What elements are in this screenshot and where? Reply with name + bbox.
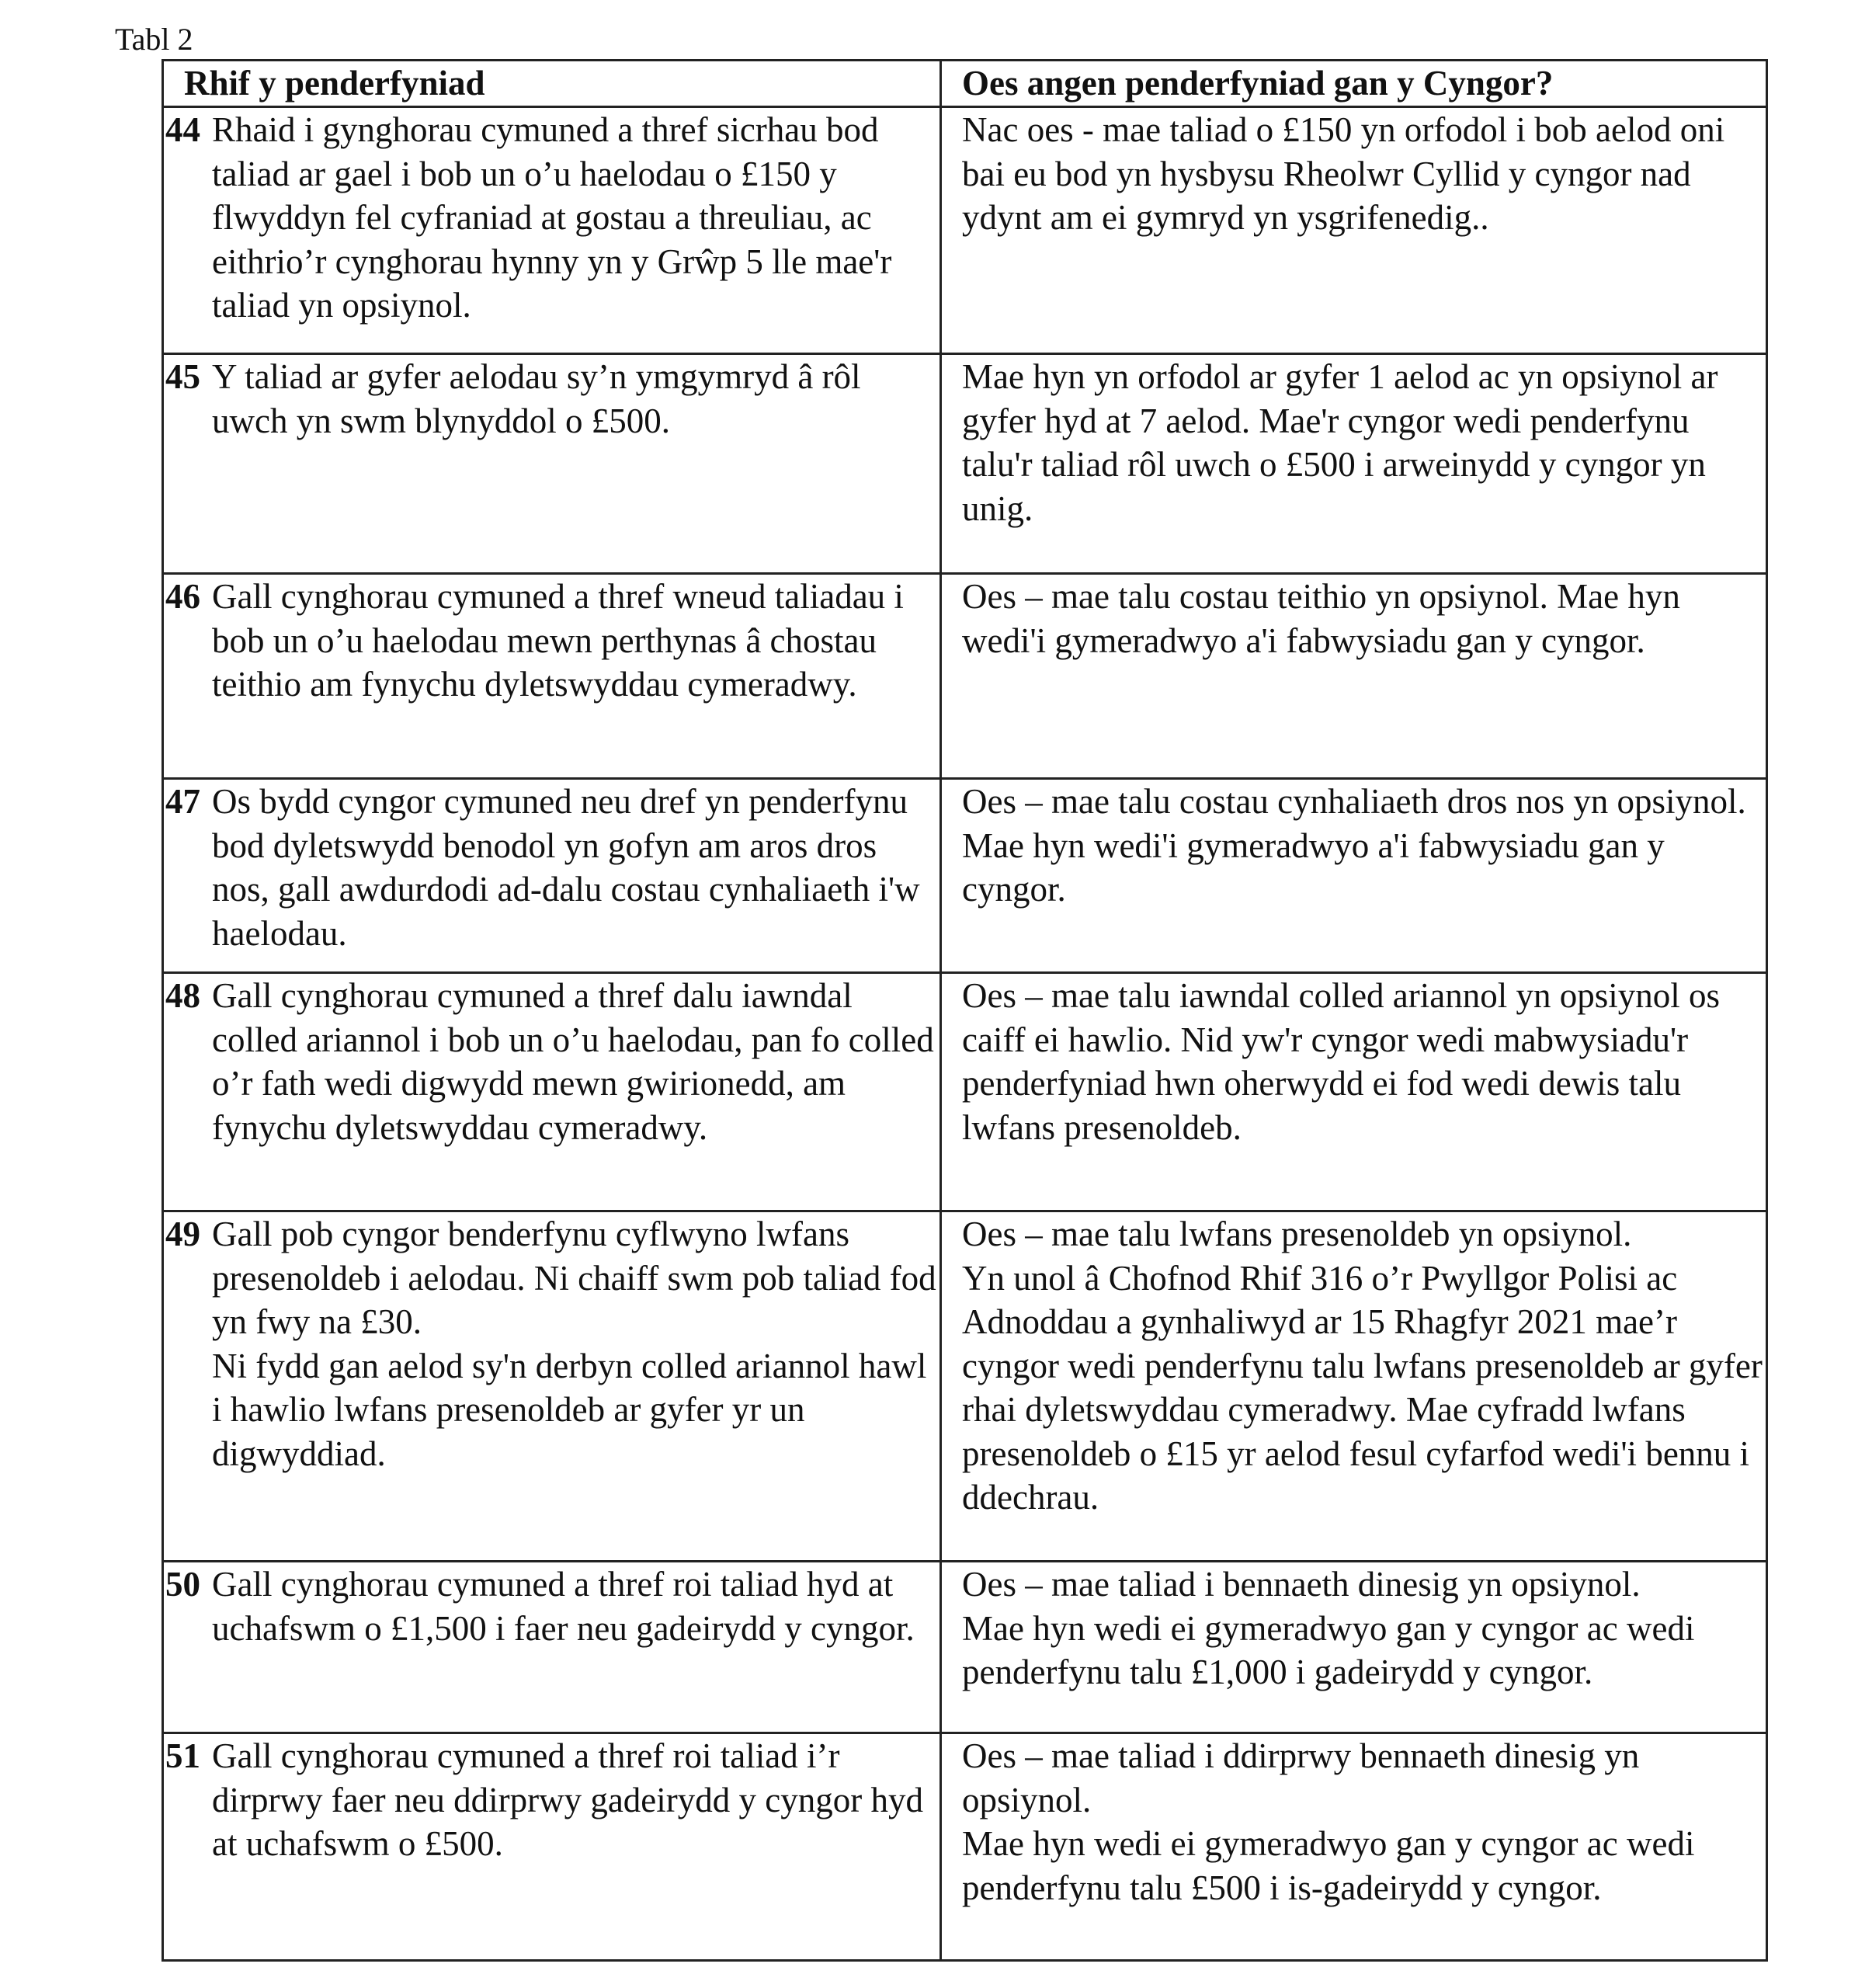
council-decision-cell <box>941 1562 1767 1733</box>
requirement-text: Ni fydd gan aelod sy'n derbyn colled ariannol hawl i hawlio lwfans presenoldeb ar gyfer yr un digwyddiad. <box>212 1346 927 1473</box>
decision-number: 48 <box>165 976 200 1015</box>
decision-text: Oes – mae talu costau teithio yn opsiynol. Mae hyn wedi'i gymeradwyo a'i fabwysiadu gan y cyngor. <box>962 577 1680 660</box>
decision-number: 51 <box>165 1736 200 1775</box>
decisions-table <box>161 59 1768 1962</box>
decision-requirement-cell <box>163 107 941 354</box>
requirement-text: Y taliad ar gyfer aelodau sy’n ymgymryd â rôl uwch yn swm blynyddol o £500. <box>212 357 861 440</box>
decision-requirement-cell <box>163 1733 941 1961</box>
council-decision-cell <box>941 354 1767 574</box>
table-body <box>163 107 1767 1961</box>
decision-requirement-cell <box>163 1562 941 1733</box>
requirement-text: Gall cynghorau cymuned a thref dalu iawndal colled ariannol i bob un o’u haelodau, pan fo colled o’r fath wedi digwydd mewn gwirionedd, am fynychu dyletswyddau cymeradwy. <box>212 976 934 1147</box>
decision-requirement-cell <box>163 779 941 973</box>
decision-text: Yn unol â Chofnod Rhif 316 o’r Pwyllgor Polisi ac Adnoddau a gynhaliwyd ar 15 Rhagfyr 2021 mae’r cyngor wedi penderfynu talu lwfans presenoldeb ar gyfer rhai dyletswyddau cymeradwy. Mae cyfradd lwfans presenoldeb o £15 yr aelod fesul cyfarfod wedi'i bennu i ddechrau. <box>962 1258 1763 1517</box>
requirement-text: Gall cynghorau cymuned a thref roi taliad hyd at uchafswm o £1,500 i faer neu gadeirydd y cyngor. <box>212 1565 915 1648</box>
decision-text: Oes – mae taliad i ddirprwy bennaeth dinesig yn opsiynol. <box>962 1736 1640 1819</box>
table-row <box>163 1733 1767 1961</box>
council-decision-cell <box>941 973 1767 1211</box>
council-decision-cell <box>941 1733 1767 1961</box>
table-row <box>163 973 1767 1211</box>
decision-requirement-cell <box>163 354 941 574</box>
council-decision-cell <box>941 107 1767 354</box>
requirement-text: Gall cynghorau cymuned a thref roi taliad i’r dirprwy faer neu ddirprwy gadeirydd y cyngor hyd at uchafswm o £500. <box>212 1736 923 1863</box>
council-decision-cell <box>941 779 1767 973</box>
table-caption: Tabl 2 <box>115 22 193 57</box>
decision-requirement-cell <box>163 574 941 779</box>
decision-text: Mae hyn wedi ei gymeradwyo gan y cyngor ac wedi penderfynu talu £1,000 i gadeirydd y cyngor. <box>962 1608 1695 1691</box>
table-row <box>163 779 1767 973</box>
requirement-text: Gall pob cyngor benderfynu cyflwyno lwfans presenoldeb i aelodau. Ni chaiff swm pob taliad fod yn fwy na £30. <box>212 1215 936 1341</box>
requirement-text: Rhaid i gynghorau cymuned a thref sicrhau bod taliad ar gael i bob un o’u haelodau o £150 y flwyddyn fel cyfraniad at gostau a threuliau, ac eithrio’r cynghorau hynny yn y Grŵp 5 lle mae'r taliad yn opsiynol. <box>212 110 892 325</box>
decision-text: Oes – mae taliad i bennaeth dinesig yn opsiynol. <box>962 1565 1641 1604</box>
decision-text: Oes – mae talu lwfans presenoldeb yn opsiynol. <box>962 1215 1632 1253</box>
table-header-row <box>163 61 1767 107</box>
table-row <box>163 354 1767 574</box>
decision-number: 46 <box>165 577 200 616</box>
decision-number: 45 <box>165 357 200 396</box>
decision-number: 50 <box>165 1565 200 1604</box>
decision-text: Mae hyn wedi ei gymeradwyo gan y cyngor ac wedi penderfynu talu £500 i is-gadeirydd y cyngor. <box>962 1824 1695 1907</box>
table-row <box>163 1211 1767 1562</box>
header-council-decision-needed: Oes angen penderfyniad gan y Cyngor? <box>941 61 1767 107</box>
council-decision-cell <box>941 1211 1767 1562</box>
table-row <box>163 574 1767 779</box>
council-decision-cell <box>941 574 1767 779</box>
decision-requirement-cell <box>163 1211 941 1562</box>
decision-text: Oes – mae talu costau cynhaliaeth dros nos yn opsiynol. Mae hyn wedi'i gymeradwyo a'i fabwysiadu gan y cyngor. <box>962 782 1746 909</box>
table-row <box>163 107 1767 354</box>
decision-text: Nac oes - mae taliad o £150 yn orfodol i bob aelod oni bai eu bod yn hysbysu Rheolwr Cyllid y cyngor nad ydynt am ei gymryd yn ysgrifenedig.. <box>962 110 1725 237</box>
decision-requirement-cell <box>163 973 941 1211</box>
decision-text: Mae hyn yn orfodol ar gyfer 1 aelod ac yn opsiynol ar gyfer hyd at 7 aelod. Mae'r cyngor wedi penderfynu talu'r taliad rôl uwch o £500 i arweinydd y cyngor yn unig. <box>962 357 1718 528</box>
decision-number: 47 <box>165 782 200 821</box>
requirement-text: Os bydd cyngor cymuned neu dref yn penderfynu bod dyletswydd benodol yn gofyn am aros dros nos, gall awdurdodi ad-dalu costau cynhaliaeth i'w haelodau. <box>212 782 920 953</box>
requirement-text: Gall cynghorau cymuned a thref wneud taliadau i bob un o’u haelodau mewn perthynas â chostau teithio am fynychu dyletswyddau cymeradwy. <box>212 577 904 704</box>
decision-number: 44 <box>165 110 200 149</box>
decision-number: 49 <box>165 1215 200 1253</box>
table-row <box>163 1562 1767 1733</box>
header-decision-number: Rhif y penderfyniad <box>163 61 941 107</box>
decision-text: Oes – mae talu iawndal colled ariannol yn opsiynol os caiff ei hawlio. Nid yw'r cyngor wedi mabwysiadu'r penderfyniad hwn oherwydd ei fod wedi dewis talu lwfans presenoldeb. <box>962 976 1721 1147</box>
